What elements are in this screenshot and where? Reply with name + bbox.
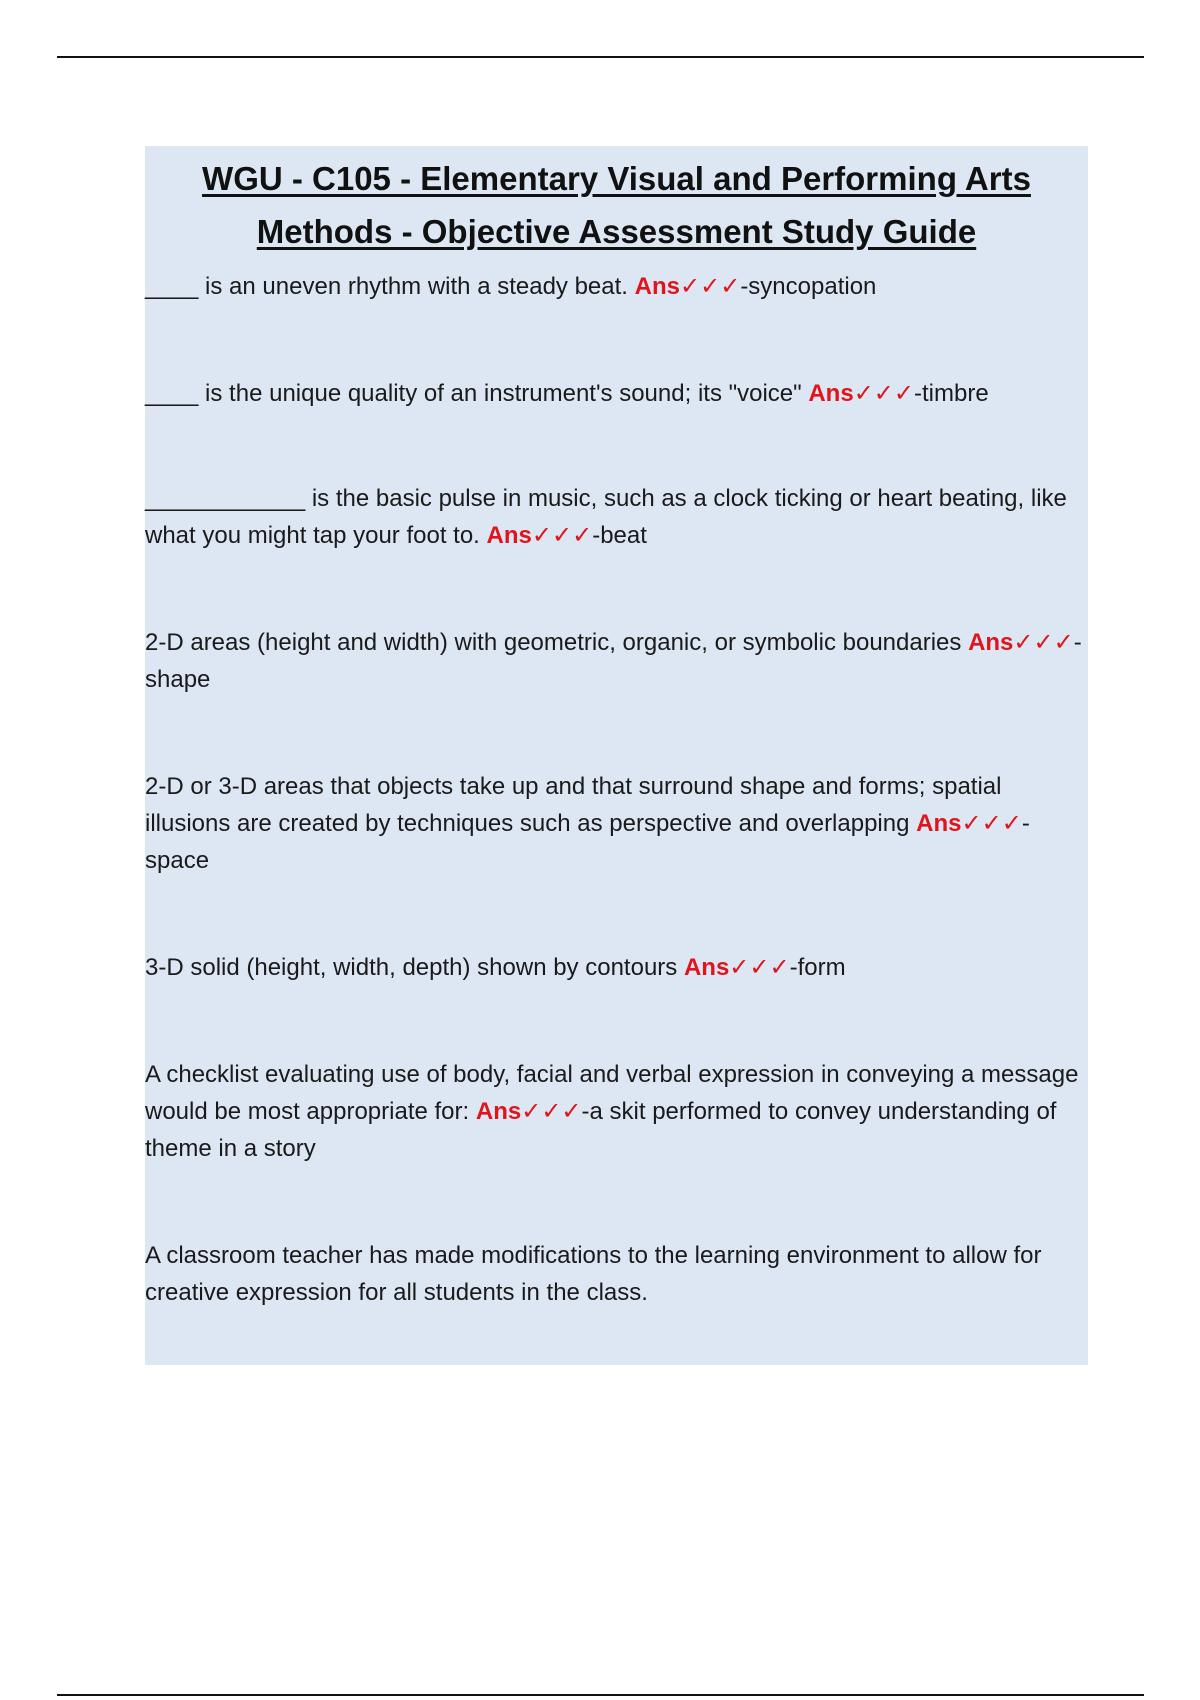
qa-item-skit	[145, 1056, 1088, 1167]
qa-item-shape	[145, 624, 1088, 698]
header-rule	[57, 56, 1144, 58]
qa-item-timbre	[145, 375, 1088, 412]
answer-text: -syncopation	[740, 273, 877, 300]
question-text: 2-D areas (height and width) with geometric, organic, or symbolic boundaries	[145, 629, 962, 656]
qa-item-form	[145, 949, 1088, 986]
qa-item-classroom	[145, 1237, 1088, 1311]
check-marks-icon: ✓✓✓	[1013, 629, 1074, 656]
qa-item-syncopation	[145, 268, 1088, 305]
answer-text: -timbre	[914, 380, 989, 407]
check-marks-icon: ✓✓✓	[679, 273, 741, 300]
answer-label: Ans	[634, 273, 680, 300]
question-text: 3-D solid (height, width, depth) shown by contours	[145, 954, 678, 981]
answer-text: -space	[145, 810, 1030, 874]
answer-label: Ans	[486, 522, 532, 549]
question-text: ____ is an uneven rhythm with a steady beat.	[145, 273, 628, 300]
footer-rule	[57, 1694, 1144, 1696]
question-text: ____ is the unique quality of an instrument's sound; its "voice"	[145, 380, 802, 407]
answer-text: -form	[789, 954, 846, 981]
answer-label: Ans	[808, 380, 854, 407]
answer-label: Ans	[475, 1098, 522, 1125]
question-text: 2-D or 3-D areas that objects take up and that surround shape and forms; spatial illusions are created by techniques such as perspective and overlapping	[145, 773, 1002, 837]
check-marks-icon: ✓✓✓	[531, 522, 593, 549]
question-text: A classroom teacher has made modifications to the learning environment to allow for creative expression for all students in the class.	[145, 1242, 1042, 1306]
answer-text: -beat	[592, 522, 647, 549]
answer-text: -a skit performed to convey understanding of theme in a story	[145, 1098, 1057, 1162]
answer-label: Ans	[683, 954, 730, 981]
qa-list	[145, 268, 1088, 1311]
check-marks-icon: ✓✓✓	[961, 810, 1022, 837]
title-line-1: WGU - C105 - Elementary Visual and Performing Arts	[202, 160, 1031, 197]
document-title	[145, 146, 1088, 258]
question-text: ____________ is the basic pulse in music, such as a clock ticking or heart beating, like what you might tap your foot to.	[145, 485, 1067, 549]
answer-text: -shape	[145, 629, 1082, 693]
qa-item-space	[145, 768, 1088, 879]
check-marks-icon: ✓✓✓	[853, 380, 915, 407]
answer-label: Ans	[968, 629, 1014, 656]
question-text: A checklist evaluating use of body, facial and verbal expression in conveying a message would be most appropriate for:	[145, 1061, 1079, 1125]
qa-item-beat	[145, 480, 1088, 554]
answer-label: Ans	[916, 810, 962, 837]
title-line-2: Methods - Objective Assessment Study Guide	[256, 213, 977, 250]
study-guide-panel	[145, 146, 1088, 1365]
check-marks-icon: ✓✓✓	[729, 954, 790, 981]
check-marks-icon: ✓✓✓	[521, 1098, 582, 1125]
